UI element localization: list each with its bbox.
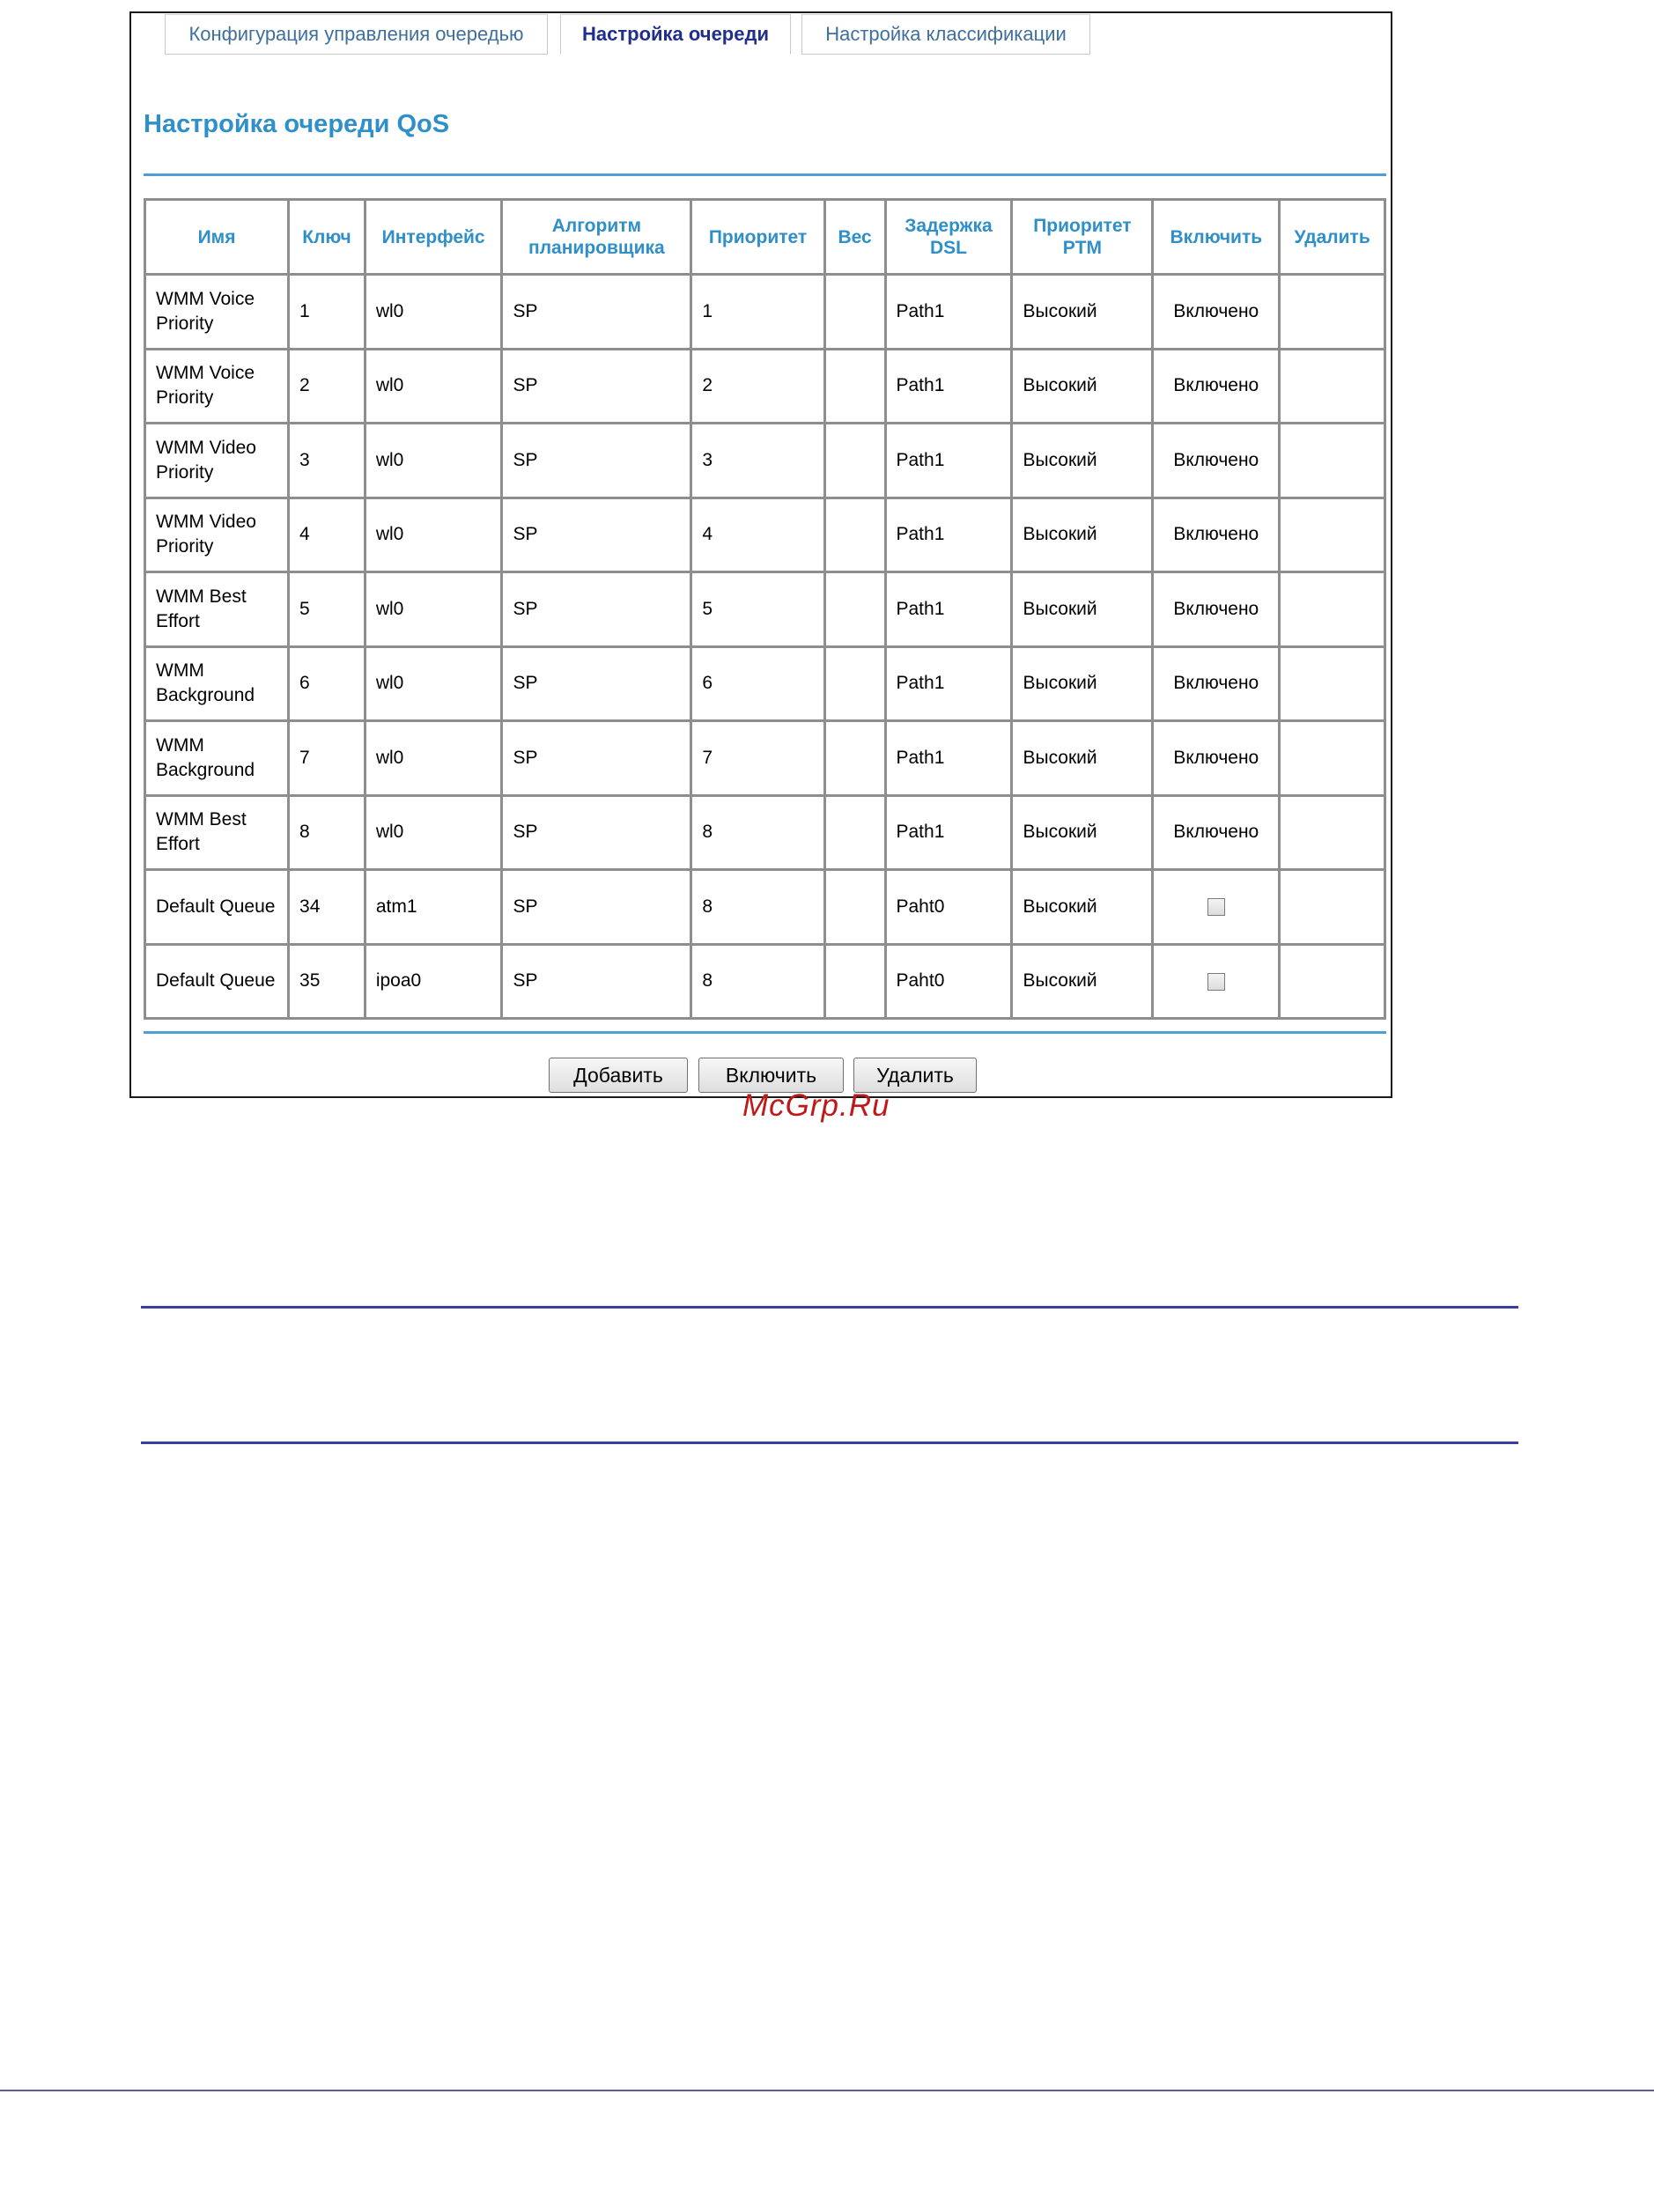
delete-button[interactable]: Удалить	[853, 1058, 977, 1093]
watermark: McGrp.Ru	[742, 1088, 890, 1123]
cell-algorithm: SP	[502, 349, 691, 424]
cell-interface: ipoa0	[365, 944, 502, 1019]
cell-dsl-latency: Path1	[885, 572, 1012, 647]
cell-interface: wl0	[365, 349, 502, 424]
cell-ptm-priority: Высокий	[1012, 944, 1153, 1019]
cell-delete	[1280, 944, 1385, 1019]
cell-weight	[824, 944, 885, 1019]
cell-interface: wl0	[365, 424, 502, 498]
cell-enable: Включено	[1153, 275, 1280, 350]
cell-delete	[1280, 275, 1385, 350]
table-body	[145, 275, 1385, 1019]
cell-weight	[824, 424, 885, 498]
cell-interface: wl0	[365, 721, 502, 796]
divider	[141, 1306, 1518, 1309]
cell-key: 6	[289, 646, 366, 721]
cell-algorithm: SP	[502, 870, 691, 945]
header-key: Ключ	[289, 200, 366, 275]
cell-ptm-priority: Высокий	[1012, 646, 1153, 721]
cell-name: WMM Background	[145, 721, 289, 796]
cell-enable: Включено	[1153, 424, 1280, 498]
cell-priority: 4	[691, 498, 824, 572]
table-row	[145, 646, 1385, 721]
cell-key: 7	[289, 721, 366, 796]
cell-priority: 5	[691, 572, 824, 647]
cell-enable	[1153, 944, 1280, 1019]
cell-name: WMM Best Effort	[145, 572, 289, 647]
cell-weight	[824, 795, 885, 870]
cell-dsl-latency: Path1	[885, 349, 1012, 424]
table-row	[145, 349, 1385, 424]
cell-name: WMM Video Priority	[145, 424, 289, 498]
cell-algorithm: SP	[502, 572, 691, 647]
divider	[141, 1441, 1518, 1444]
table-row	[145, 572, 1385, 647]
cell-delete	[1280, 572, 1385, 647]
cell-priority: 6	[691, 646, 824, 721]
header-delete: Удалить	[1280, 200, 1385, 275]
cell-delete	[1280, 498, 1385, 572]
cell-interface: wl0	[365, 498, 502, 572]
cell-weight	[824, 349, 885, 424]
table-header-row	[145, 200, 1385, 275]
cell-key: 34	[289, 870, 366, 945]
cell-name: WMM Background	[145, 646, 289, 721]
cell-weight	[824, 275, 885, 350]
cell-name: WMM Video Priority	[145, 498, 289, 572]
cell-dsl-latency: Path1	[885, 275, 1012, 350]
header-interface: Интерфейс	[365, 200, 502, 275]
cell-dsl-latency: Path1	[885, 795, 1012, 870]
cell-algorithm: SP	[502, 795, 691, 870]
divider	[0, 2090, 1654, 2091]
cell-weight	[824, 721, 885, 796]
cell-ptm-priority: Высокий	[1012, 721, 1153, 796]
cell-ptm-priority: Высокий	[1012, 349, 1153, 424]
cell-enable: Включено	[1153, 349, 1280, 424]
cell-priority: 8	[691, 944, 824, 1019]
enable-button[interactable]: Включить	[698, 1058, 844, 1093]
page-title: Настройка очереди QoS	[144, 110, 450, 138]
cell-enable: Включено	[1153, 572, 1280, 647]
cell-key: 2	[289, 349, 366, 424]
header-name: Имя	[145, 200, 289, 275]
table-row	[145, 944, 1385, 1019]
cell-interface: wl0	[365, 275, 502, 350]
cell-ptm-priority: Высокий	[1012, 795, 1153, 870]
cell-ptm-priority: Высокий	[1012, 870, 1153, 945]
cell-enable	[1153, 870, 1280, 945]
cell-dsl-latency: Path1	[885, 721, 1012, 796]
cell-algorithm: SP	[502, 275, 691, 350]
cell-enable: Включено	[1153, 646, 1280, 721]
cell-key: 3	[289, 424, 366, 498]
table-row	[145, 870, 1385, 945]
cell-priority: 1	[691, 275, 824, 350]
table-row	[145, 275, 1385, 350]
enable-checkbox[interactable]	[1207, 973, 1225, 991]
cell-ptm-priority: Высокий	[1012, 275, 1153, 350]
cell-algorithm: SP	[502, 646, 691, 721]
cell-delete	[1280, 721, 1385, 796]
cell-dsl-latency: Path1	[885, 498, 1012, 572]
cell-priority: 8	[691, 870, 824, 945]
cell-weight	[824, 646, 885, 721]
table-row	[145, 795, 1385, 870]
cell-priority: 3	[691, 424, 824, 498]
cell-ptm-priority: Высокий	[1012, 572, 1153, 647]
header-dsl-latency: Задержка DSL	[885, 200, 1012, 275]
cell-enable: Включено	[1153, 498, 1280, 572]
cell-name: WMM Voice Priority	[145, 275, 289, 350]
cell-key: 5	[289, 572, 366, 647]
header-scheduler-algorithm: Алгоритм планировщика	[502, 200, 691, 275]
cell-interface: wl0	[365, 795, 502, 870]
cell-key: 4	[289, 498, 366, 572]
cell-priority: 2	[691, 349, 824, 424]
table-row	[145, 721, 1385, 796]
cell-weight	[824, 870, 885, 945]
cell-enable: Включено	[1153, 721, 1280, 796]
cell-algorithm: SP	[502, 498, 691, 572]
tab-queue-management-config[interactable]: Конфигурация управления очередью	[165, 14, 548, 55]
cell-interface: wl0	[365, 646, 502, 721]
cell-weight	[824, 498, 885, 572]
cell-algorithm: SP	[502, 721, 691, 796]
cell-priority: 7	[691, 721, 824, 796]
cell-enable: Включено	[1153, 795, 1280, 870]
cell-delete	[1280, 870, 1385, 945]
cell-algorithm: SP	[502, 424, 691, 498]
cell-weight	[824, 572, 885, 647]
table-row	[145, 498, 1385, 572]
table-row	[145, 424, 1385, 498]
header-enable: Включить	[1153, 200, 1280, 275]
header-priority: Приоритет	[691, 200, 824, 275]
qos-queue-table	[144, 198, 1386, 1020]
cell-delete	[1280, 795, 1385, 870]
cell-delete	[1280, 349, 1385, 424]
cell-name: Default Queue	[145, 870, 289, 945]
cell-delete	[1280, 646, 1385, 721]
cell-algorithm: SP	[502, 944, 691, 1019]
cell-ptm-priority: Высокий	[1012, 424, 1153, 498]
cell-interface: atm1	[365, 870, 502, 945]
cell-delete	[1280, 424, 1385, 498]
tab-queue-setup[interactable]: Настройка очереди	[560, 14, 791, 55]
cell-key: 35	[289, 944, 366, 1019]
cell-key: 1	[289, 275, 366, 350]
cell-name: Default Queue	[145, 944, 289, 1019]
header-weight: Вес	[824, 200, 885, 275]
cell-dsl-latency: Paht0	[885, 944, 1012, 1019]
cell-dsl-latency: Paht0	[885, 870, 1012, 945]
cell-name: WMM Best Effort	[145, 795, 289, 870]
cell-key: 8	[289, 795, 366, 870]
divider	[144, 173, 1386, 176]
add-button[interactable]: Добавить	[549, 1058, 688, 1093]
cell-name: WMM Voice Priority	[145, 349, 289, 424]
tab-classification-setup[interactable]: Настройка классификации	[801, 14, 1090, 55]
divider	[144, 1031, 1386, 1034]
cell-priority: 8	[691, 795, 824, 870]
enable-checkbox[interactable]	[1207, 898, 1225, 916]
cell-dsl-latency: Path1	[885, 424, 1012, 498]
cell-ptm-priority: Высокий	[1012, 498, 1153, 572]
qos-queue-panel	[129, 11, 1392, 1098]
header-ptm-priority: Приоритет PTM	[1012, 200, 1153, 275]
cell-interface: wl0	[365, 572, 502, 647]
cell-dsl-latency: Path1	[885, 646, 1012, 721]
